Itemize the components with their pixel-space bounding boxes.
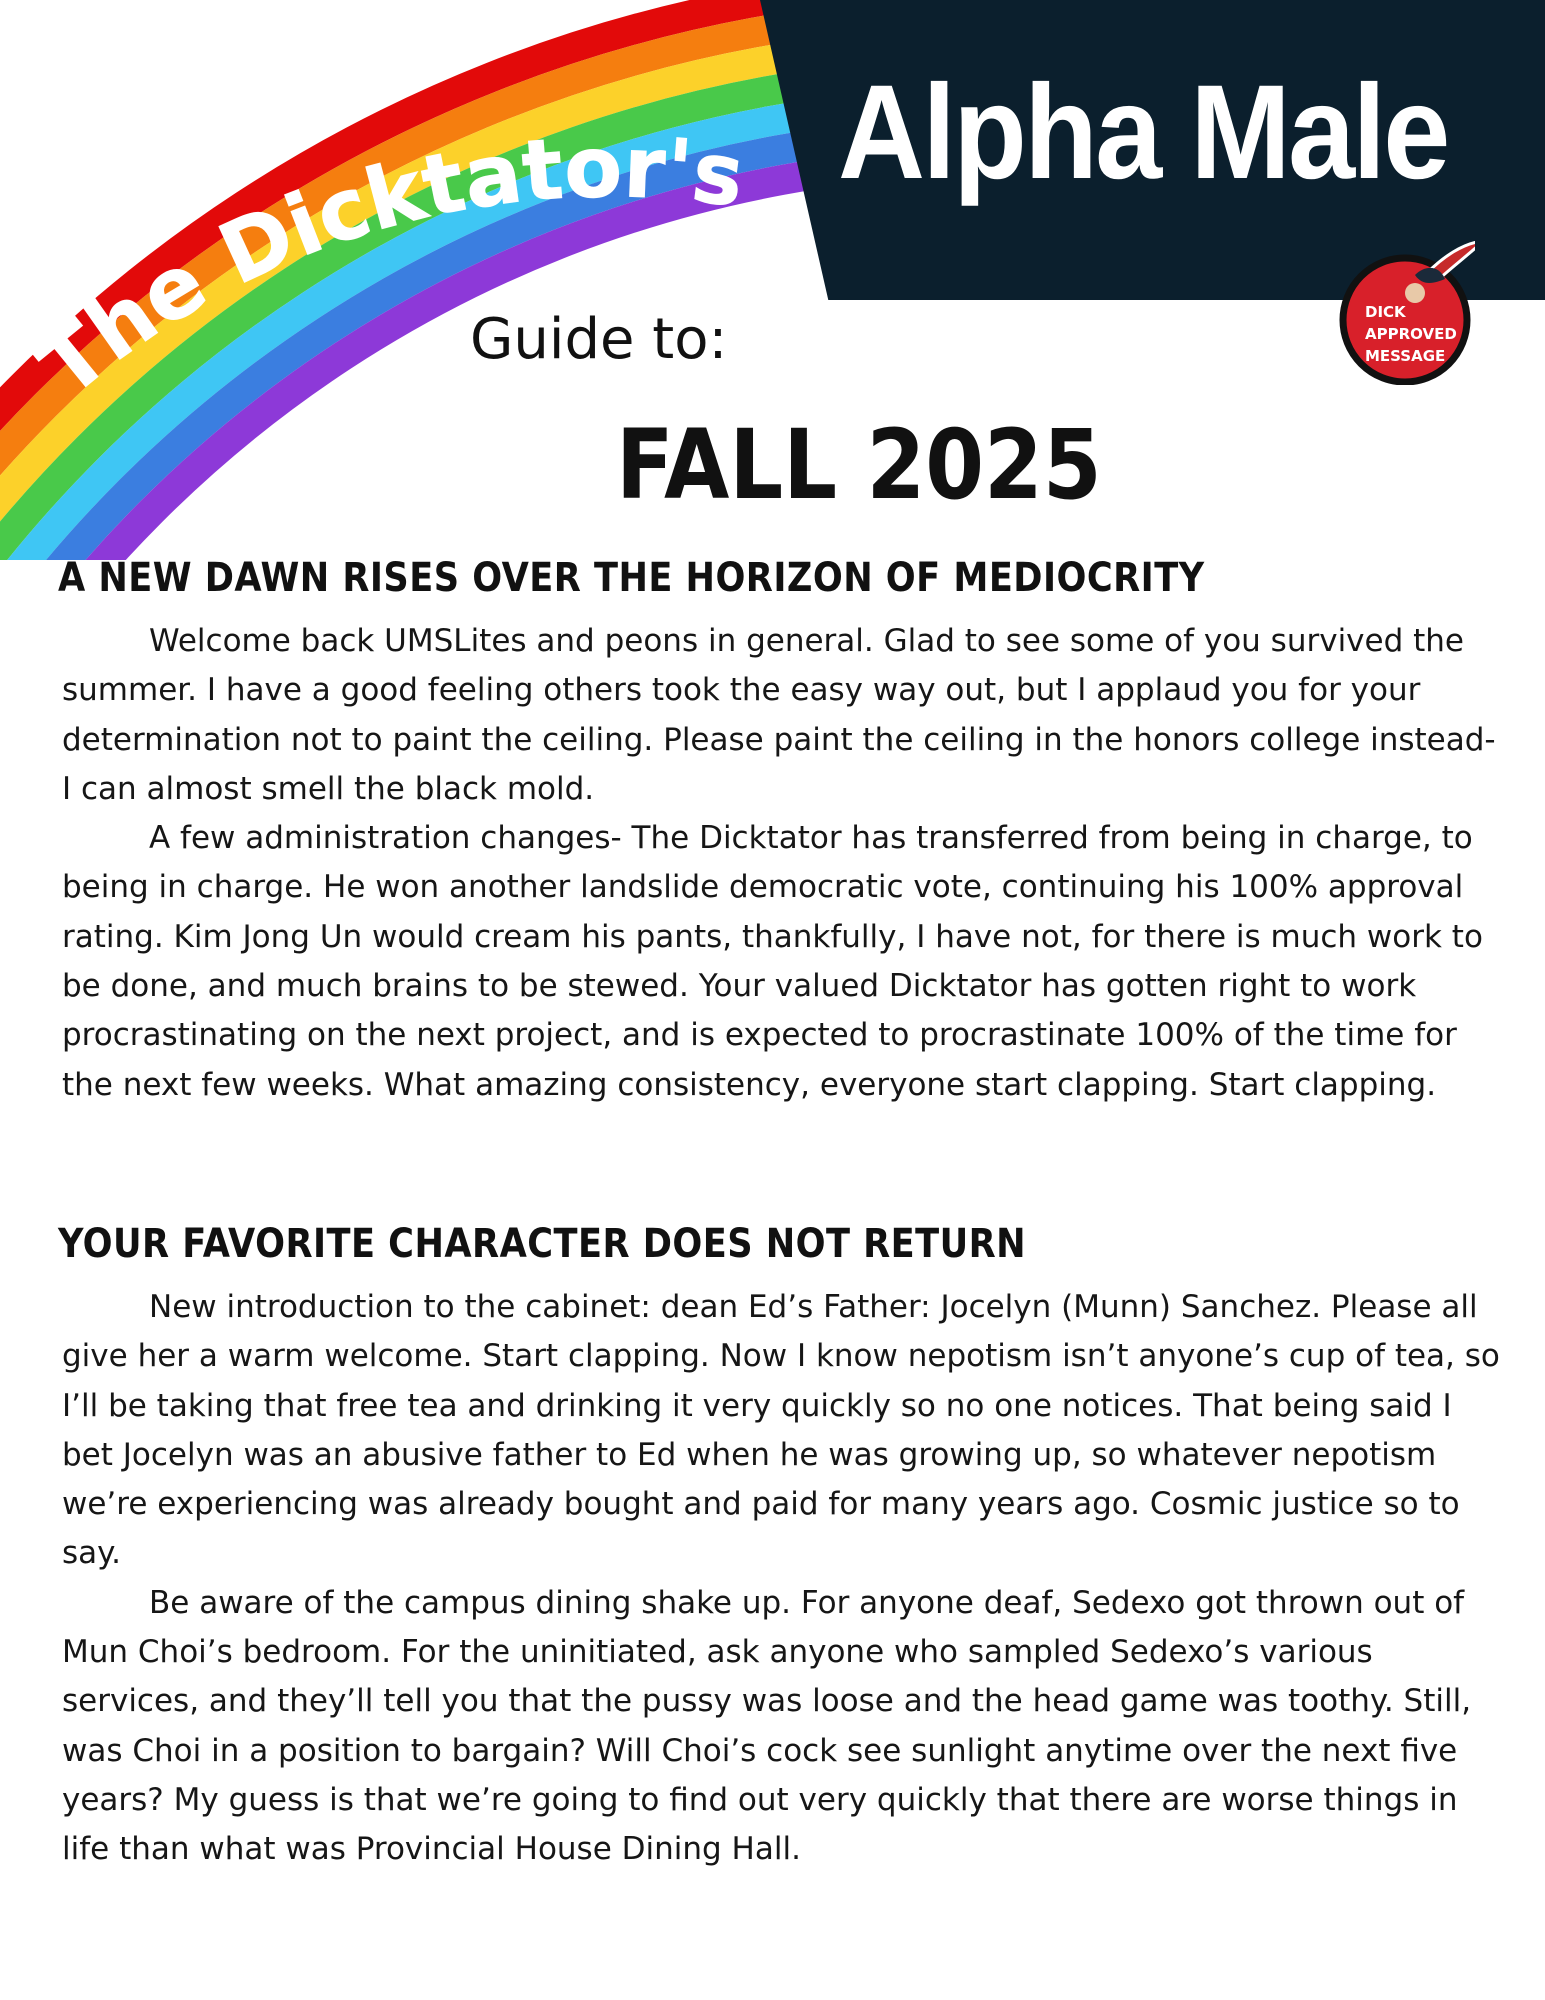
section-body <box>62 1283 1502 1875</box>
badge-line-2: APPROVED <box>1365 325 1457 343</box>
dick-approved-badge <box>1335 235 1475 385</box>
section-body <box>62 617 1502 1110</box>
paragraph: A few administration changes- The Dicktator has transferred from being in charge, to being in charge. He won another landslide democratic vote, continuing his 100% approval rating. Kim Jong Un would cream his pants, thankfully, I have not, for there is much work to be done, and much brains to be stewed. Your valued Dicktator has gotten right to work procrastinating on the next project, and is expected to procrastinate 100% of the time for the next few weeks. What amazing consistency, everyone start clapping. Start clapping. <box>62 820 1483 1103</box>
section-heading: YOUR FAVORITE CHARACTER DOES NOT RETURN <box>58 1221 1027 1267</box>
badge-line-1: DICK <box>1365 303 1406 321</box>
badge-line-3: MESSAGE <box>1365 347 1446 365</box>
rainbow-title: The Dicktator's <box>20 117 750 416</box>
paragraph: Be aware of the campus dining shake up. For anyone deaf, Sedexo got thrown out of Mun Choi’s bedroom. For the uninitiated, ask anyone who sampled Sedexo’s various services, and they’ll tell you that the pussy was loose and the head game was toothy. Still, was Choi in a position to bargain? Will Choi’s cock see sunlight anytime over the next five years? My guess is that we’re going to find out very quickly that there are worse things in life than what was Provincial House Dining Hall. <box>62 1584 1472 1868</box>
issue-title: FALL 2025 <box>616 409 1102 521</box>
paragraph: New introduction to the cabinet: dean Ed’s Father: Jocelyn (Munn) Sanchez. Please all give her a warm welcome. Start clapping. Now I know nepotism isn’t anyone’s cup of tea, so I’ll be taking that free tea and drinking it very quickly so no one notices. That being said I bet Jocelyn was an abusive father to Ed when he was growing up, so whatever nepotism we’re experiencing was already bought and paid for many years ago. Cosmic justice so to say. <box>62 1289 1500 1572</box>
page-title: Alpha Male <box>838 58 1448 207</box>
guide-label: Guide to: <box>470 307 728 372</box>
paragraph: Welcome back UMSLites and peons in general. Glad to see some of you survived the summer. I have a good feeling others took the easy way out, but I applaud you for your determination not to paint the ceiling. Please paint the ceiling in the honors college instead- I can almost smell the black mold. <box>62 623 1496 807</box>
section-heading: A NEW DAWN RISES OVER THE HORIZON OF MEDIOCRITY <box>58 555 1205 601</box>
